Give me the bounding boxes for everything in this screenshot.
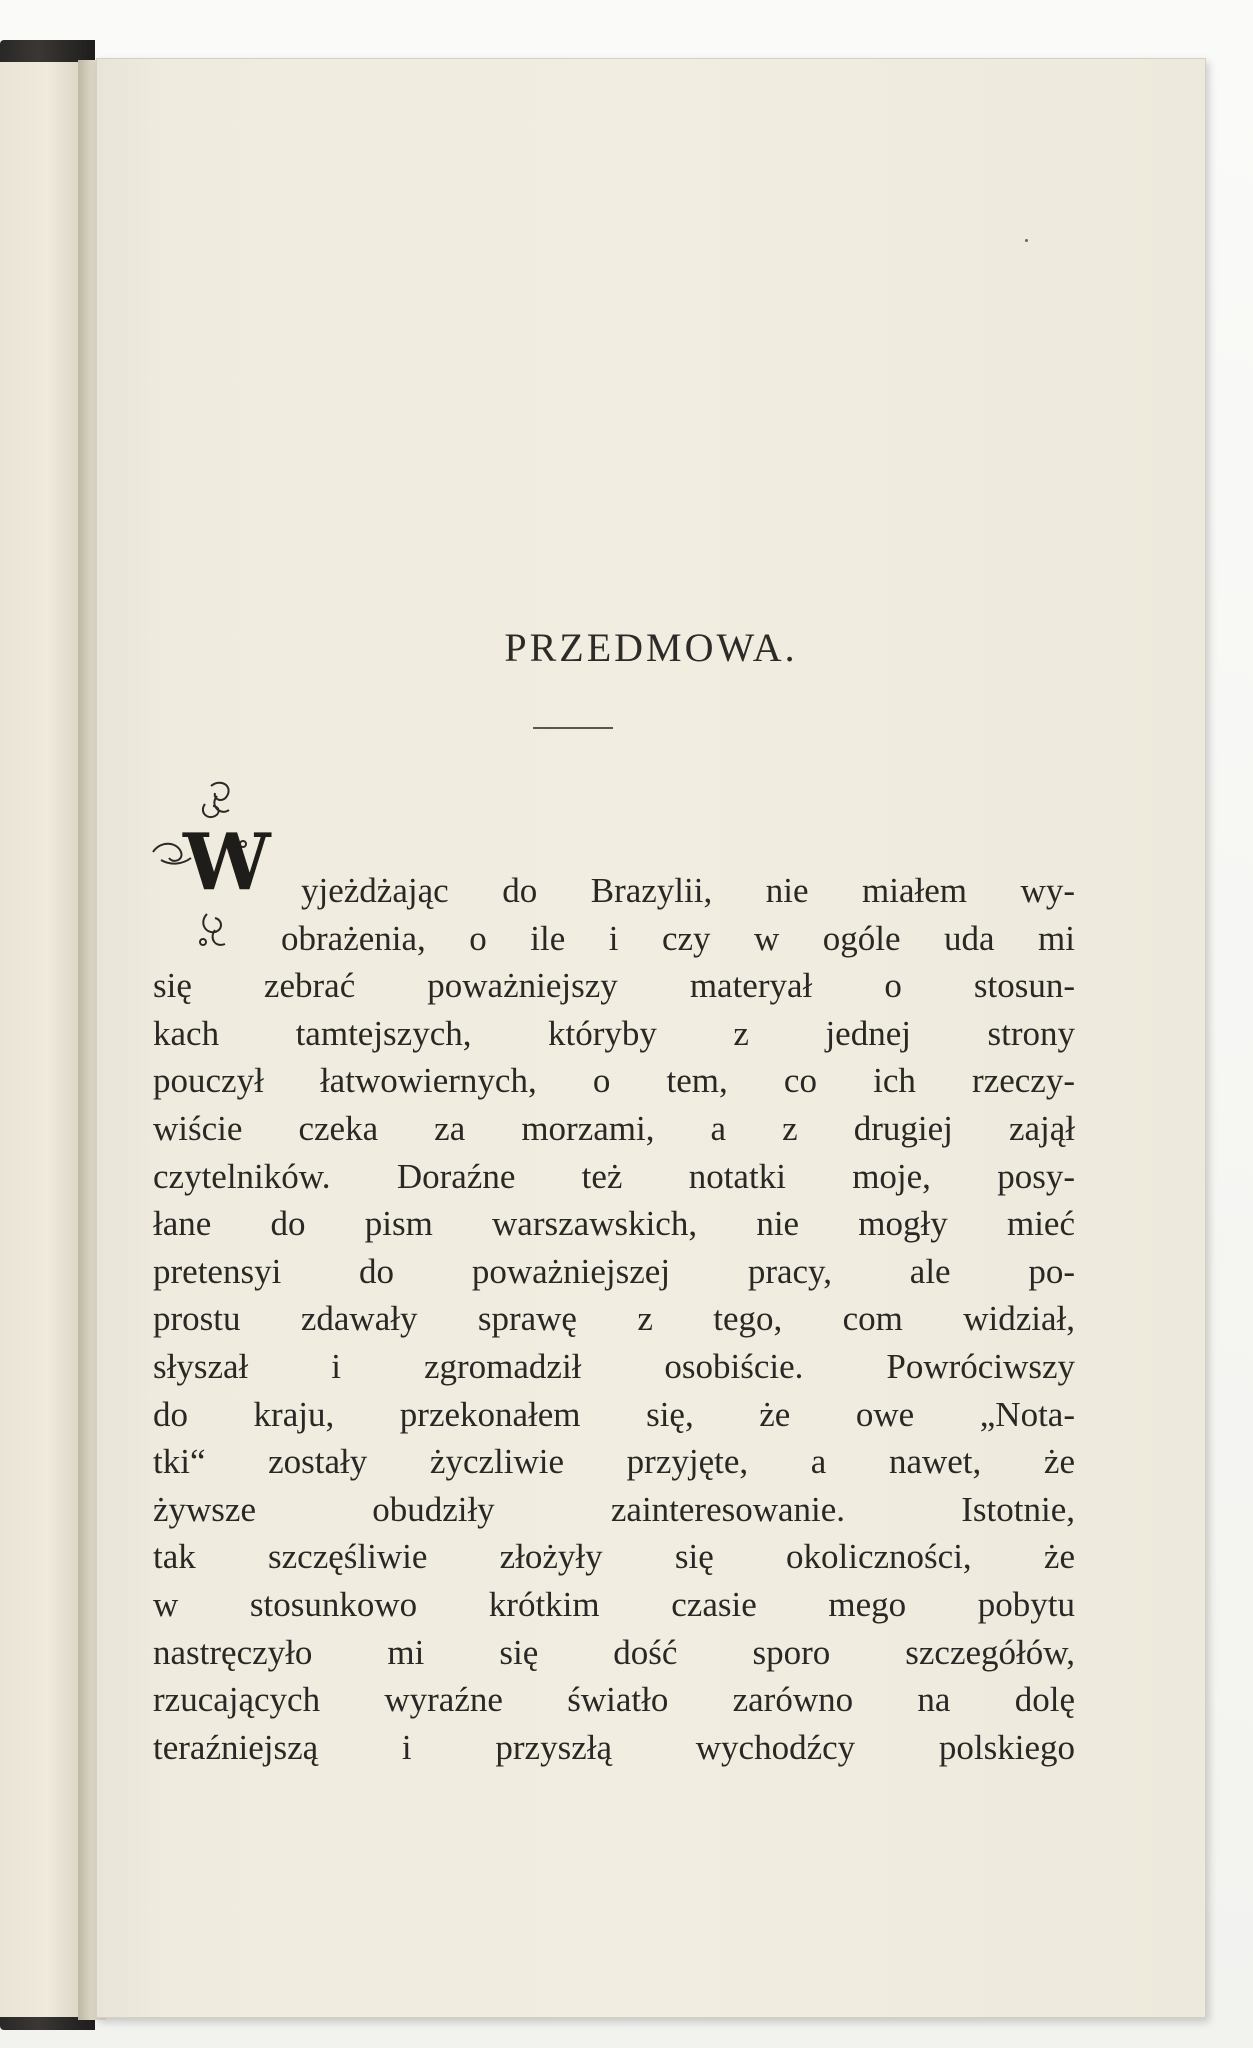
text-line: pouczył łatwowiernych, o tem, co ich rzeczy- (153, 1061, 1075, 1101)
text-line: pretensyi do poważniejszej pracy, ale po- (153, 1251, 1075, 1291)
text-line: tak szczęśliwie złożyły się okoliczności, że (153, 1537, 1075, 1577)
paper-speck (1025, 239, 1028, 242)
text-line: nastręczyło mi się dość sporo szczegółów, (153, 1632, 1075, 1672)
text-line: w stosunkowo krótkim czasie mego pobytu (153, 1584, 1075, 1624)
title-divider (533, 727, 613, 729)
text-line: prostu zdawały sprawę z tego, com widział, (153, 1299, 1075, 1339)
text-line: yjeżdżając do Brazylii, nie miałem wy- (301, 871, 1075, 910)
text-line: tki“ zostały życzliwie przyjęte, a nawet, że (153, 1442, 1075, 1482)
left-page-edge (0, 62, 87, 2017)
text-line: obrażenia, o ile i czy w ogóle uda mi (281, 918, 1075, 958)
text-line: kach tamtejszych, któryby z jednej strony (153, 1013, 1075, 1053)
text-line: słyszał i zgromadził osobiście. Powróciwszy (153, 1346, 1075, 1386)
book-page (96, 58, 1206, 2018)
drop-cap-initial: W (183, 817, 271, 908)
text-line: do kraju, przekonałem się, że owe „Nota- (153, 1394, 1075, 1434)
text-line: łane do pism warszawskich, nie mogły mieć (153, 1204, 1075, 1244)
text-line: wiście czeka za morzami, a z drugiej zajął (153, 1108, 1075, 1148)
page-title: PRZEDMOWA. (504, 625, 798, 670)
text-line: czytelników. Doraźne też notatki moje, posy- (153, 1156, 1075, 1196)
preface-body (153, 867, 1075, 1771)
text-line: żywsze obudziły zainteresowanie. Istotnie, (153, 1489, 1075, 1529)
text-line: rzucających wyraźne światło zarówno na dolę (153, 1680, 1075, 1720)
text-line: teraźniejszą i przyszłą wychodźcy polskiego (153, 1727, 1075, 1767)
text-line: się zebrać poważniejszy materyał o stosun- (153, 966, 1075, 1006)
